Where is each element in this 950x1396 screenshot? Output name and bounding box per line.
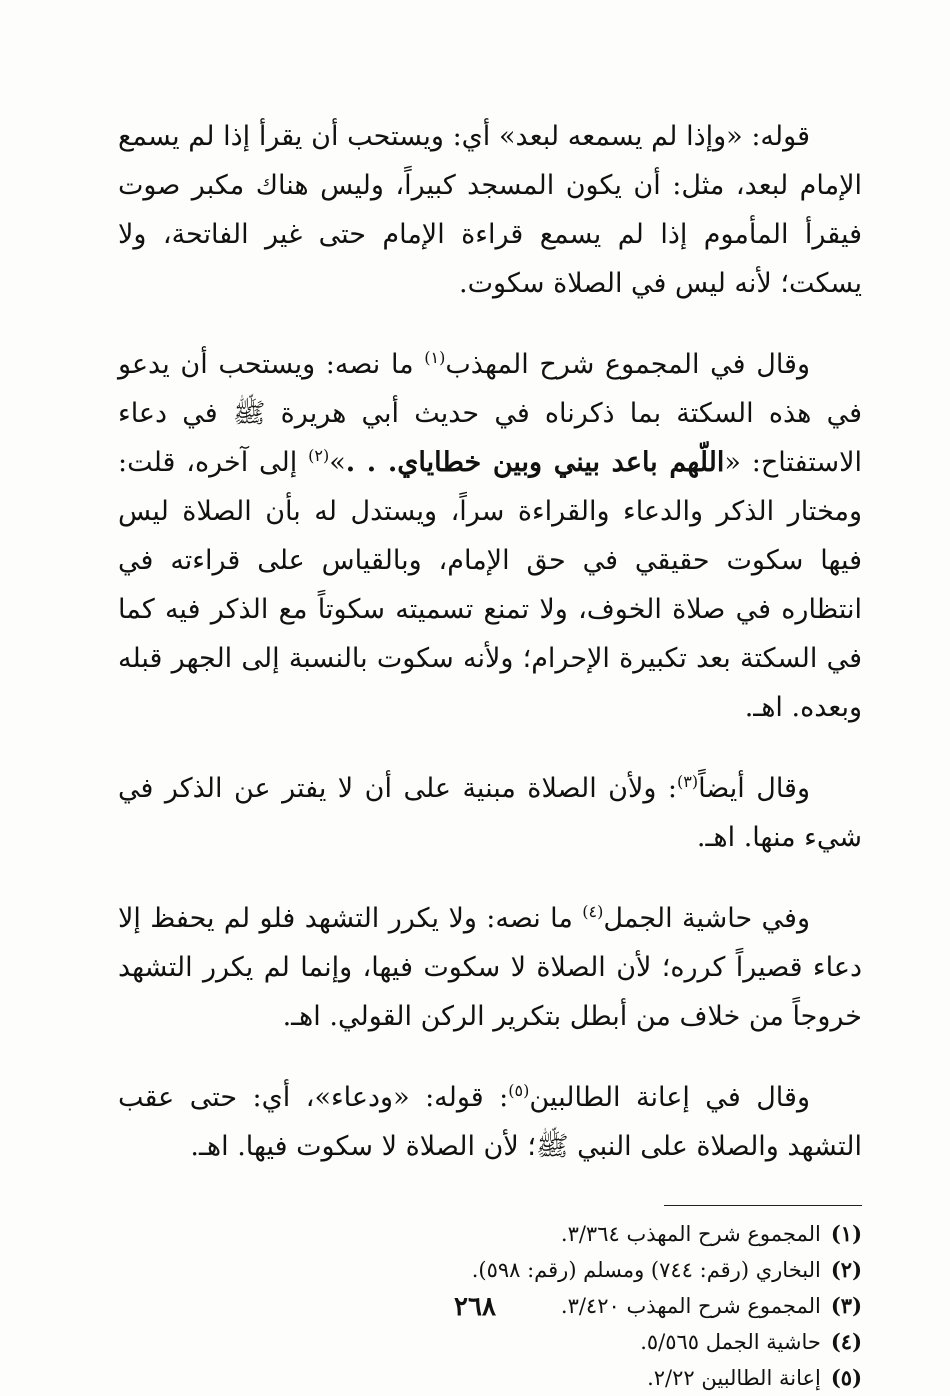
footnote-item [118,1252,862,1288]
paragraph-2-text-start: وقال في المجموع شرح المهذب [445,349,810,380]
paragraph-1 [118,112,862,308]
paragraph-3 [118,764,862,862]
paragraph-2 [118,340,862,732]
paragraph-4-text-end: ما نصه: ولا يكرر التشهد فلو لم يحفظ إلا دعاء قصيراً كرره؛ لأن الصلاة لا سكوت فيها، وإنما لم يكرر التشهد خروجاً من خلاف من أبطل بتكرير الركن القولي. اهـ. [118,903,862,1032]
footnote-text: حاشية الجمل ٥/٥٦٥. [640,1330,821,1354]
footnote-ref-4[interactable]: (٤) [582,902,604,921]
paragraph-5-text-end: : قوله: «ودعاء»، أي: حتى عقب التشهد والصلاة على النبي ﷺ؛ لأن الصلاة لا سكوت فيها. اهـ. [118,1082,862,1162]
footnote-ref-2[interactable]: (٢) [308,446,330,465]
footnote-text: المجموع شرح المهذب ٣/٤٢٠. [560,1294,821,1318]
paragraph-3-text-end: : ولأن الصلاة مبنية على أن لا يفتر عن الذكر في شيء منها. اهـ. [118,773,862,853]
quote-close: » [329,447,346,478]
footnote-item [118,1324,862,1360]
paragraph-1-text: قوله: «وإذا لم يسمعه لبعد» أي: ويستحب أن يقرأ إذا لم يسمع الإمام لبعد، مثل: أن يكون المسجد كبيراً، وليس هناك مكبر صوت فيقرأ المأموم إذا لم يسمع قراءة الإمام حتى غير الفاتحة، ولا يسكت؛ لأنه ليس في الصلاة سكوت. [118,121,862,299]
footnote-ref-3[interactable]: (٣) [676,772,699,791]
footnote-ref-5[interactable]: (٥) [508,1081,530,1100]
footnote-separator [664,1205,862,1206]
footnote-number: (٢) [830,1257,862,1282]
paragraph-2-text-end: إلى آخره، قلت: ومختار الذكر والدعاء والقراءة سراً، ويستدل له بأن الصلاة ليس فيها سكوت حقيقي في حق الإمام، وبالقياس على قراءته في انتظاره في صلاة الخوف، ولا تمنع تسميته سكوتاً مع الذكر فيه كما في السكتة بعد تكبيرة الإحرام؛ ولأنه سكوت بالنسبة إلى الجهر قبله وبعده. اهـ. [118,447,862,723]
paragraph-2-text-mid: ما نصه: ويستحب أن يدعو في هذه السكتة بما ذكرناه في حديث أبي هريرة ﷺ في دعاء الاستفتاح: « [118,349,862,478]
paragraph-3-text-start: وقال أيضاً [698,773,810,804]
footnote-text: إعانة الطالبين ٢/٢٢. [647,1366,821,1390]
page-number: ٢٦٨ [454,1292,496,1322]
footnote-number: (٣) [830,1293,862,1318]
footnote-text: البخاري (رقم: ٧٤٤) ومسلم (رقم: ٥٩٨). [471,1258,821,1282]
footnote-number: (٤) [830,1329,862,1354]
paragraph-4-text-start: وفي حاشية الجمل [603,903,810,934]
hadith-quote: اللّهم باعد بيني وبين خطاياي. . . [345,447,725,478]
footnote-text: المجموع شرح المهذب ٣/٣٦٤. [560,1222,821,1246]
paragraph-5 [118,1073,862,1171]
footnote-number: (١) [830,1221,862,1246]
paragraph-4 [118,894,862,1041]
footnote-item [118,1216,862,1252]
footnote-ref-1[interactable]: (١) [424,348,446,367]
paragraph-5-text-start: وقال في إعانة الطالبين [529,1082,810,1113]
footnote-number: (٥) [830,1365,862,1390]
footnote-item [118,1360,862,1396]
